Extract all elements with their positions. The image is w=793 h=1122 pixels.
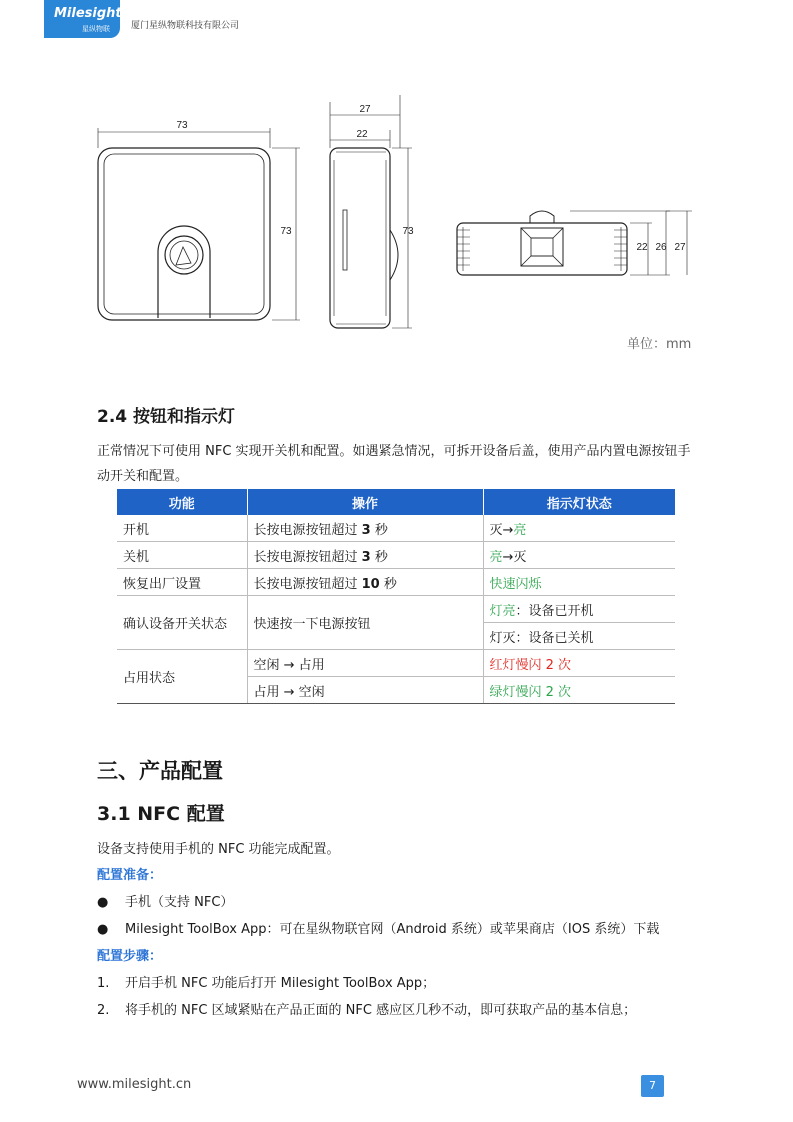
front-width-label: 73 xyxy=(176,120,188,131)
table-header-row xyxy=(117,489,675,515)
prep-label: 配置准备： xyxy=(97,868,163,883)
bullet-icon: ● xyxy=(97,922,109,937)
section-3-1-title: 3.1 NFC 配置 xyxy=(97,803,225,825)
table-row xyxy=(117,515,675,542)
dimension-drawings xyxy=(90,90,710,340)
bottom-dim-22-label: 22 xyxy=(636,242,648,253)
bottom-dim-26-label: 26 xyxy=(655,242,667,253)
cell-function: 占用状态 xyxy=(117,650,247,704)
cell-operation: 快速按一下电源按钮 xyxy=(247,596,483,650)
cell-led-status: 红灯慢闪 2 次 xyxy=(483,650,675,677)
cell-operation: 长按电源按钮超过 10 秒 xyxy=(247,569,483,596)
side-view-drawing xyxy=(330,95,412,328)
page-number: 7 xyxy=(641,1075,664,1097)
cell-led-status: 快速闪烁 xyxy=(483,569,675,596)
cell-operation: 长按电源按钮超过 3 秒 xyxy=(247,515,483,542)
cell-operation: 占用 → 空闲 xyxy=(247,677,483,704)
list-item: ● Milesight ToolBox App：可在星纵物联官网（Android 系统）或苹果商店（IOS 系统）下载 xyxy=(97,922,660,937)
logo-brand-text: Milesight xyxy=(54,6,122,21)
front-height-label: 73 xyxy=(280,226,292,237)
logo-sub-text: 星纵物联 xyxy=(82,25,110,33)
cell-function: 确认设备开关状态 xyxy=(117,596,247,650)
cell-led-status: 灯灭：设备已关机 xyxy=(483,623,675,650)
cell-operation: 长按电源按钮超过 3 秒 xyxy=(247,542,483,569)
table-row xyxy=(117,596,675,623)
list-item: ● 手机（支持 NFC） xyxy=(97,895,234,910)
list-item: 1. 开启手机 NFC 功能后打开 Milesight ToolBox App； xyxy=(97,976,436,991)
cell-function: 恢复出厂设置 xyxy=(117,569,247,596)
button-led-table xyxy=(117,489,675,704)
header-function: 功能 xyxy=(117,489,247,515)
section-2-4-title: 2.4 按钮和指示灯 xyxy=(97,407,236,427)
table-row xyxy=(117,650,675,677)
header-operation: 操作 xyxy=(247,489,483,515)
side-height-label: 73 xyxy=(402,226,414,237)
cell-led-status: 亮→灭 xyxy=(483,542,675,569)
cell-function: 开机 xyxy=(117,515,247,542)
cell-led-status: 灯亮：设备已开机 xyxy=(483,596,675,623)
cell-led-status: 灭→亮 xyxy=(483,515,675,542)
section-3-title: 三、产品配置 xyxy=(97,759,223,783)
cell-operation: 空闲 → 占用 xyxy=(247,650,483,677)
cell-function: 关机 xyxy=(117,542,247,569)
footer-url: www.milesight.cn xyxy=(77,1077,192,1092)
milesight-logo xyxy=(44,0,120,38)
table-row xyxy=(117,569,675,596)
cell-led-status: 绿灯慢闪 2 次 xyxy=(483,677,675,704)
company-name: 厦门星纵物联科技有限公司 xyxy=(131,21,240,31)
side-outer-width-label: 27 xyxy=(359,104,371,115)
unit-label: 单位：mm xyxy=(627,337,692,352)
bottom-dim-27-label: 27 xyxy=(674,242,686,253)
header-led-status: 指示灯状态 xyxy=(483,489,675,515)
table-row xyxy=(117,542,675,569)
section-3-1-intro: 设备支持使用手机的 NFC 功能完成配置。 xyxy=(97,842,340,857)
steps-label: 配置步骤： xyxy=(97,949,163,964)
list-item: 2. 将手机的 NFC 区域紧贴在产品正面的 NFC 感应区几秒不动，即可获取产品的基本信息； xyxy=(97,1003,637,1018)
section-2-4-intro: 正常情况下可使用 NFC 实现开关机和配置。如遇紧急情况，可拆开设备后盖，使用产品内置电源按钮手动开关和配置。 xyxy=(97,444,691,484)
side-inner-width-label: 22 xyxy=(356,129,368,140)
bullet-icon: ● xyxy=(97,895,109,910)
front-view-drawing xyxy=(98,128,300,320)
